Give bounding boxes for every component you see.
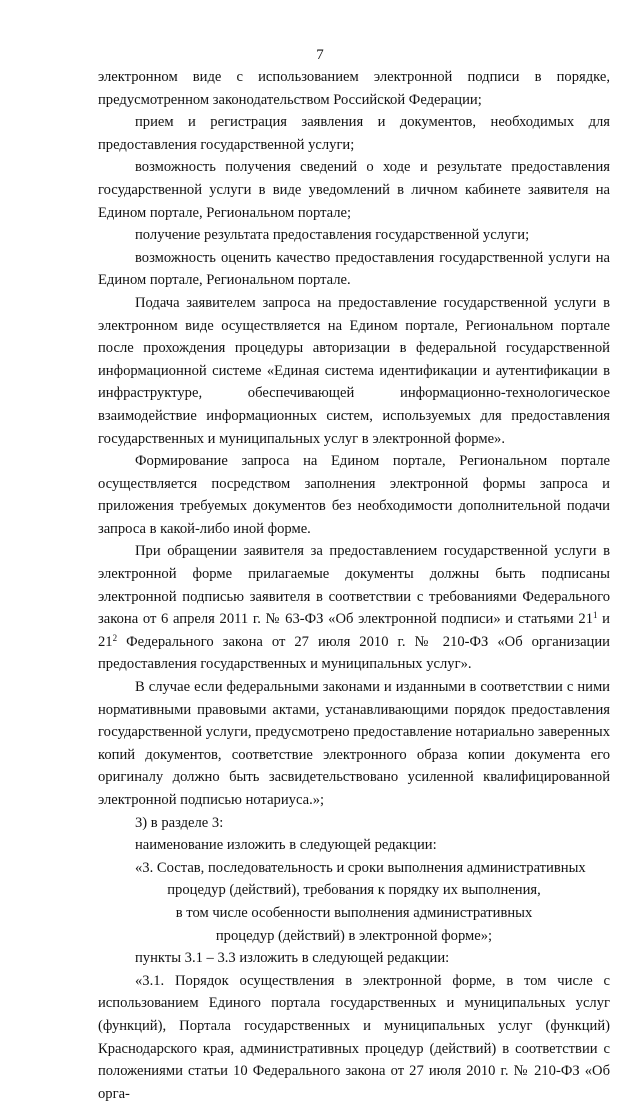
paragraph: Формирование запроса на Едином портале, Региональном портале осуществляется посредством заполнения электронной формы запроса и приложения требуемых документов без необходимости дополнительной подачи запроса в какой-либо иной форме. (98, 453, 610, 537)
superscript: 2 (112, 632, 118, 643)
document-body (98, 66, 610, 1105)
section-heading-line: в том числе особенности выполнения административных (175, 904, 533, 921)
paragraph: пункты 3.1 – 3.3 изложить в следующей редакции: (135, 950, 450, 967)
paragraph: 3) в разделе 3: (135, 814, 224, 831)
section-heading-line: «3. Состав, последовательность и сроки выполнения административных (135, 859, 586, 876)
paragraph: наименование изложить в следующей редакции: (135, 837, 437, 854)
paragraph: Подача заявителем запроса на предоставление государственной услуги в электронном виде осуществляется на Едином портале, Региональном портале после прохождения процедуры авторизации в федеральной государственной информационной системе «Единая система идентификации и аутентификации в инфраструктуре, обеспечивающей информационно-технологическое взаимодействие информационных систем, используемых для предоставления государственных и муниципальных услуг в электронной форме». (98, 294, 610, 447)
paragraph: В случае если федеральными законами и изданными в соответствии с ними нормативными правовыми актами, устанавливающими порядок предоставления государственной услуги, предусмотрено предоставление нотариально заверенных копий документов, соответствие электронного образа копии документа его оригиналу должно быть засвидетельствовано усиленной квалифицированной электронной подписью нотариуса.»; (98, 679, 610, 808)
paragraph (98, 540, 610, 676)
superscript: 1 (593, 610, 598, 621)
paragraph: возможность оценить качество предоставления государственной услуги на Едином портале, Региональном портале. (98, 249, 610, 289)
paragraph-text: При обращении заявителя за предоставлением государственной услуги в электронной форме прилагаемые документы должны быть подписаны электронной подписью заявителя в соответствии с требованиями Федерального закона от 6 апреля 2011 г. № 63-ФЗ «Об электронной подписи» и статьями 21 (98, 543, 610, 628)
paragraph: прием и регистрация заявления и документов, необходимых для предоставления государственной услуги; (98, 114, 610, 153)
page-number: 7 (316, 47, 324, 63)
section-heading-line: процедур (действий) в электронной форме»; (215, 927, 493, 944)
paragraph-text: Федерального закона от 27 июля 2010 г. № 210-ФЗ «Об организации предоставления государственных и муниципальных услуг». (98, 633, 610, 673)
paragraph: электронном виде с использованием электронной подписи в порядке, предусмотренном законодательством Российской Федерации; (98, 69, 610, 108)
paragraph-text: и 21 (98, 611, 610, 650)
paragraph: «3.1. Порядок осуществления в электронной форме, в том числе с использованием Единого портала государственных и муниципальных услуг (функций), Портала государственных и муниципальных услуг (функций) Краснодарского края, административных процедур (действий) в соответствии с положениями статьи 10 Федерального закона от 27 июля 2010 г. № 210-ФЗ «Об орга- (98, 972, 610, 1102)
paragraph: получение результата предоставления государственной услуги; (135, 227, 530, 244)
section-heading-line: процедур (действий), требования к порядку их выполнения, (167, 882, 541, 899)
paragraph: возможность получения сведений о ходе и результате предоставления государственной услуги в виде уведомлений в личном кабинете заявителя на Едином портале, Региональном портале; (98, 159, 610, 221)
